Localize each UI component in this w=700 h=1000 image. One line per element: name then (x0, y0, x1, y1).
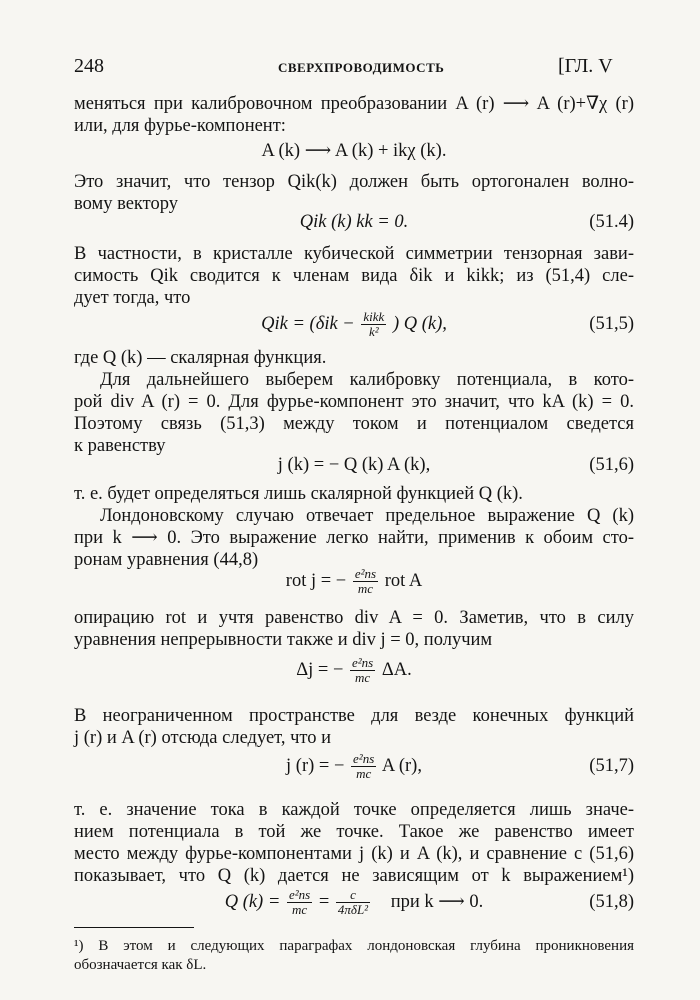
chapter-label: [ГЛ. V (558, 55, 613, 77)
text-line: уравнения непрерывности также и div j = 0, получим (74, 630, 493, 650)
equation-body (74, 310, 634, 339)
fraction-numerator: e²ns (352, 655, 374, 670)
equation-number: (51,6) (589, 455, 634, 475)
equation-body (74, 888, 634, 917)
equation-body (74, 567, 634, 596)
equation-51-7 (74, 748, 634, 784)
text-line: симость Qik сводится к членам вида δik и kikk; из (51,4) сле- (74, 266, 634, 286)
text-line: место между фурье-компонентами j (k) и A (k), и сравнение с (51,6) (74, 844, 634, 864)
fraction (336, 888, 370, 917)
text-line: или, для фурье-компонент: (74, 116, 286, 136)
equation-body (74, 656, 634, 685)
fraction-numerator: e²ns (354, 566, 377, 581)
fraction (287, 888, 312, 917)
equation-a-transform (74, 138, 634, 168)
footnote-line: ¹) В этом и следующих параграфах лондоновская глубина проникновения (74, 938, 634, 954)
text-line: ронам уравнения (44,8) (74, 550, 259, 570)
eq-rhs: ΔA. (381, 659, 412, 680)
equation-delta-j (74, 652, 634, 688)
fraction-denominator: mc (355, 670, 371, 685)
text-line: Это значит, что тензор Qik(k) должен быть ортогонален волно- (74, 172, 634, 192)
page-number: 248 (74, 55, 104, 77)
fraction-numerator: kikk (363, 309, 385, 324)
text-line: т. е. значение тока в каждой точке определяется лишь значе- (74, 800, 634, 820)
equation-body (74, 752, 634, 781)
eq-rhs: ) Q (k), (392, 313, 447, 334)
eq-lhs: j (r) = − (286, 755, 345, 776)
text-line: к равенству (74, 436, 166, 456)
text-line: Лондоновскому случаю отвечает предельное выражение Q (k) (100, 506, 634, 526)
text-line: при k ⟶ 0. Это выражение легко найти, применив к обоим сто- (74, 528, 634, 548)
eq-lhs: rot j = − (285, 570, 347, 591)
equation-51-5 (74, 306, 634, 342)
equation-number: (51.4) (589, 212, 634, 232)
running-title: СВЕРХПРОВОДИМОСТЬ (278, 60, 445, 75)
text-line: где Q (k) — скалярная функция. (74, 348, 327, 368)
equation-body: j (k) = − Q (k) A (k), (277, 455, 431, 475)
equation-number: (51,8) (589, 892, 634, 912)
fraction-denominator: mc (356, 766, 372, 781)
fraction-denominator: mc (357, 581, 374, 596)
fraction (361, 310, 386, 339)
fraction-denominator: 4πδL² (337, 902, 369, 917)
equation-51-4 (74, 210, 634, 240)
fraction-numerator: e²ns (353, 751, 375, 766)
text-line: нием потенциала в той же точке. Такое же равенство имеет (74, 822, 634, 842)
text-line: рой div A (r) = 0. Для фурье-компонент это значит, что kA (k) = 0. (74, 392, 634, 412)
text-line: опирацию rot и учтя равенство div A = 0. Заметив, что в силу (74, 608, 634, 628)
fraction-denominator: k² (369, 324, 379, 339)
eq-lhs: Δj = − (296, 659, 344, 680)
text-line: Поэтому связь (51,3) между током и потенциалом сведется (74, 414, 634, 434)
eq-lhs: Qik = (δik − (261, 313, 355, 334)
equation-51-6 (74, 453, 634, 483)
text-line: т. е. будет определяться лишь скалярной функцией Q (k). (74, 484, 523, 504)
text-line: В неограниченном пространстве для везде конечных функций (74, 706, 634, 726)
fraction-numerator: c (336, 888, 370, 903)
eq-rhs: rot A (384, 570, 423, 591)
text-line: В частности, в кристалле кубической симметрии тензорная зави- (74, 244, 634, 264)
equation-44-8 (74, 563, 634, 599)
equation-number: (51,7) (589, 756, 634, 776)
equation-body: A (k) ⟶ A (k) + ikχ (k). (261, 141, 447, 161)
text-line: j (r) и A (r) отсюда следует, что и (74, 728, 332, 748)
eq-rhs: A (r), (381, 755, 422, 776)
fraction-denominator: mc (292, 902, 308, 917)
text-line: показывает, что Q (k) дается не зависящим от k выражением¹) (74, 866, 634, 886)
fraction (350, 656, 375, 685)
eq-condition: при k ⟶ 0. (390, 891, 484, 912)
text-line: дует тогда, что (74, 288, 191, 308)
footnote-line: обозначается как δL. (74, 957, 207, 973)
fraction (353, 567, 378, 596)
eq-equals: = (318, 891, 330, 912)
text-line: Для дальнейшего выберем калибровку потенциала, в кото- (100, 370, 634, 390)
equation-51-8 (74, 882, 634, 922)
text-line: вому вектору (74, 194, 179, 214)
fraction-numerator: e²ns (288, 887, 311, 902)
footnote-divider (74, 927, 194, 928)
fraction (351, 752, 376, 781)
text-line: меняться при калибровочном преобразовании A (r) ⟶ A (r)+∇χ (r) (74, 94, 634, 114)
eq-lhs: Q (k) = (224, 891, 281, 912)
equation-number: (51,5) (589, 314, 634, 334)
equation-body: Qik (k) kk = 0. (299, 212, 409, 232)
